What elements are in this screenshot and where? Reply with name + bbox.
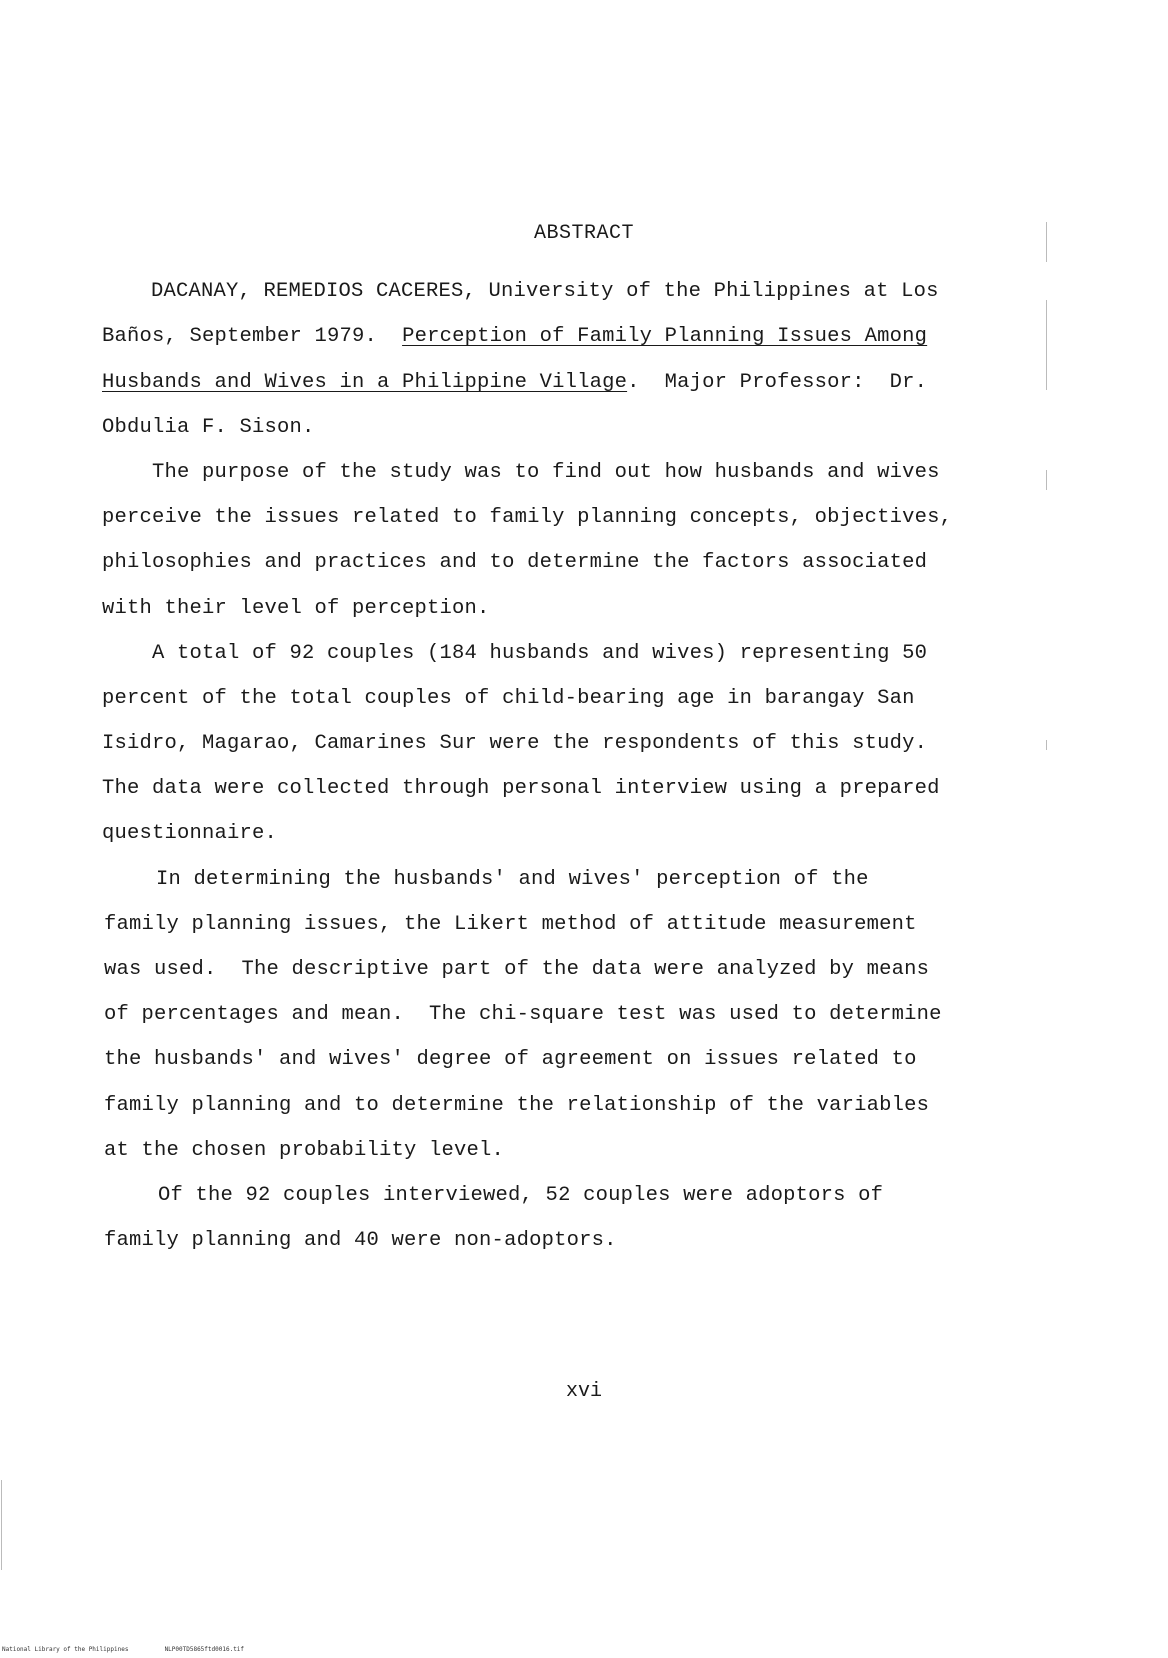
scan-artifact [1046,740,1047,750]
scan-artifact [1,1480,2,1570]
paragraph-3-line-2: family planning issues, the Likert method of attitude measurement [104,913,917,936]
paragraph-3-line-1: In determining the husbands' and wives' perception of the [156,868,869,891]
scan-artifact [1046,222,1047,262]
paragraph-2-line-3: Isidro, Magarao, Camarines Sur were the respondents of this study. [102,732,928,755]
paragraph-1-line-3: philosophies and practices and to determine the factors associated [102,551,928,574]
paragraph-4-line-2: family planning and 40 were non-adoptors. [104,1229,617,1252]
scan-footer [2,1646,244,1653]
footer-file: NLP00TD5865ftd0016.tif [164,1646,245,1653]
paragraph-2-line-4: The data were collected through personal interview using a prepared [102,777,940,800]
paragraph-3-line-3: was used. The descriptive part of the data were analyzed by means [104,958,930,981]
major-professor-label: . Major Professor: Dr. [627,371,928,394]
citation-line-3 [102,371,927,394]
paragraph-2-line-2: percent of the total couples of child-bearing age in barangay San [102,687,915,710]
paragraph-3-line-4: of percentages and mean. The chi-square test was used to determine [104,1003,942,1026]
paragraph-1-line-4: with their level of perception. [102,597,490,620]
citation-date: Baños, September 1979. [102,325,403,348]
page-number: xvi [565,1380,602,1403]
paragraph-4-line-1: Of the 92 couples interviewed, 52 couples were adoptors of [158,1184,884,1207]
paragraph-1-line-2: perceive the issues related to family planning concepts, objectives, [102,506,953,529]
paragraph-3-line-6: family planning and to determine the relationship of the variables [104,1094,930,1117]
thesis-title-part-2: Husbands and Wives in a Philippine Village [102,371,628,394]
citation-line-1: DACANAY, REMEDIOS CACERES, University of the Philippines at Los [151,280,939,303]
scan-artifact [1046,470,1047,490]
scan-artifact [1046,300,1047,390]
paragraph-3-line-5: the husbands' and wives' degree of agreement on issues related to [104,1048,917,1071]
citation-line-2 [102,325,927,348]
paragraph-1-line-1: The purpose of the study was to find out how husbands and wives [152,461,940,484]
paragraph-2-line-1: A total of 92 couples (184 husbands and wives) representing 50 [152,642,928,665]
thesis-title-part-1: Perception of Family Planning Issues Among [402,325,928,348]
footer-library: National Library of the Philippines [2,1646,129,1653]
citation-line-4: Obdulia F. Sison. [102,416,315,439]
paragraph-3-line-7: at the chosen probability level. [104,1139,505,1162]
abstract-heading: ABSTRACT [533,222,634,245]
paragraph-2-line-5: questionnaire. [102,822,278,845]
